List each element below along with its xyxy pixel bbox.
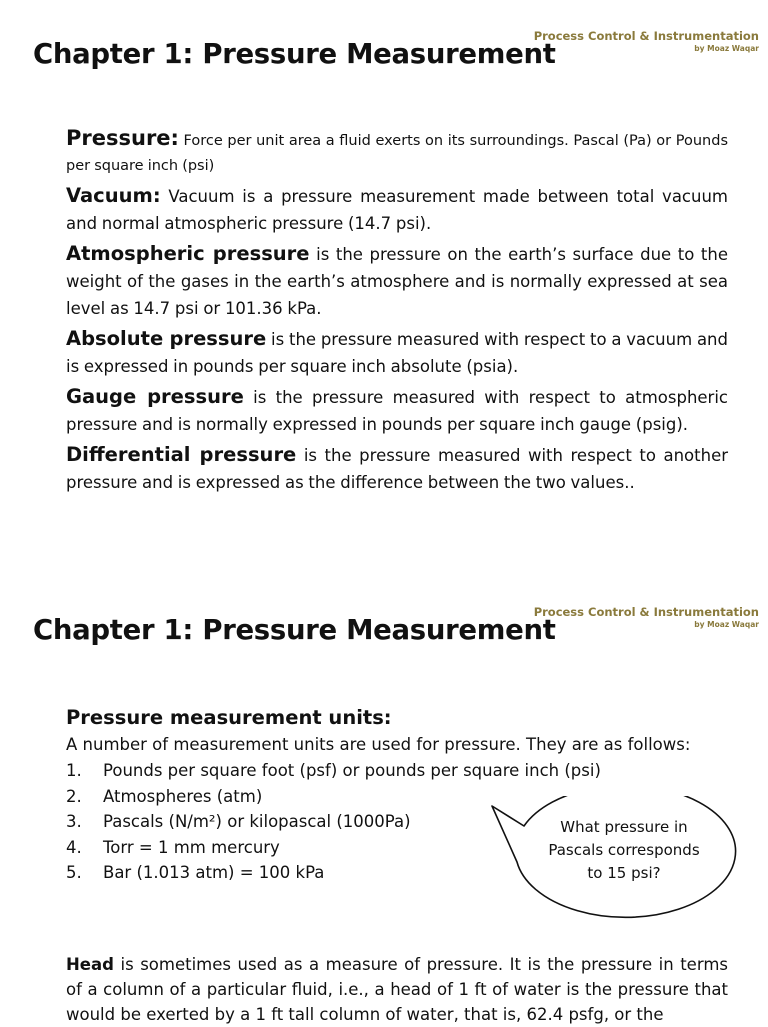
course-author: by Moaz Waqar	[694, 44, 759, 53]
definition-atmospheric-pressure	[66, 240, 728, 322]
list-item-text: Bar (1.013 atm) = 100 kPa	[103, 863, 325, 882]
units-heading: Pressure measurement units:	[66, 706, 392, 729]
course-author: by Moaz Waqar	[694, 620, 759, 629]
definition-term: Gauge pressure	[66, 385, 244, 408]
definition-differential-pressure	[66, 441, 728, 496]
definition-text: is the pressure measured with respect to another pressure and is expressed as the difference between the two values..	[66, 446, 728, 492]
definition-term: Atmospheric pressure	[66, 242, 310, 265]
definition-text: Force per unit area a fluid exerts on its surroundings. Pascal (Pa) or Pounds per square inch (psi)	[66, 133, 728, 174]
definition-text: is the pressure measured with respect to a vacuum and is expressed in pounds per square inch absolute (psia).	[66, 330, 728, 376]
course-branding	[534, 29, 759, 54]
definition-term: Vacuum:	[66, 184, 161, 207]
list-item-number: 2.	[66, 786, 82, 806]
definition-term: Differential pressure	[66, 443, 297, 466]
course-branding	[534, 605, 759, 630]
course-name: Process Control & Instrumentation	[533, 29, 759, 43]
slide-title: Chapter 1: Pressure Measurement	[33, 38, 556, 70]
head-paragraph	[66, 952, 728, 1027]
callout-question: What pressure in Pascals corresponds to 15 psi?	[548, 818, 700, 882]
list-item-text: Pounds per square foot (psf) or pounds per square inch (psi)	[103, 761, 601, 780]
course-name: Process Control & Instrumentation	[533, 605, 759, 619]
definition-term: Pressure:	[66, 126, 179, 150]
definition-vacuum	[66, 182, 728, 237]
list-item-number: 3.	[66, 812, 82, 831]
definition-gauge-pressure	[66, 383, 728, 438]
head-text: is sometimes used as a measure of pressure. It is the pressure in terms of a column of a particular fluid, i.e., a head of 1 ft of water is the pressure that would be exerted by a 1 ft tall column of water, that is, 62.4 psfg, or the	[66, 955, 728, 1024]
definition-text: is the pressure on the earth’s surface due to the weight of the gases in the earth’s atmosphere and is normally expressed at sea level as 14.7 psi or 101.36 kPa.	[66, 245, 728, 318]
definition-text: is the pressure measured with respect to atmospheric pressure and is normally expressed in pounds per square inch gauge (psig).	[66, 388, 728, 434]
definition-pressure	[66, 126, 728, 179]
definitions-list	[66, 126, 728, 499]
list-item-text: Pascals (N/m²) or kilopascal (1000Pa)	[103, 812, 411, 831]
definition-absolute-pressure	[66, 325, 728, 380]
list-item	[66, 758, 601, 784]
definition-term: Absolute pressure	[66, 327, 267, 350]
list-item-text: Torr = 1 mm mercury	[103, 837, 280, 857]
list-item-number: 5.	[66, 863, 82, 882]
head-term: Head	[66, 955, 114, 974]
definition-text: Vacuum is a pressure measurement made between total vacuum and normal atmospheric pressure (14.7 psi).	[66, 187, 728, 233]
units-intro: A number of measurement units are used for pressure. They are as follows:	[66, 735, 691, 754]
slide-title: Chapter 1: Pressure Measurement	[33, 614, 556, 646]
list-item-number: 4.	[66, 837, 82, 857]
list-item-number: 1.	[66, 761, 82, 780]
list-item-text: Atmospheres (atm)	[103, 786, 263, 806]
